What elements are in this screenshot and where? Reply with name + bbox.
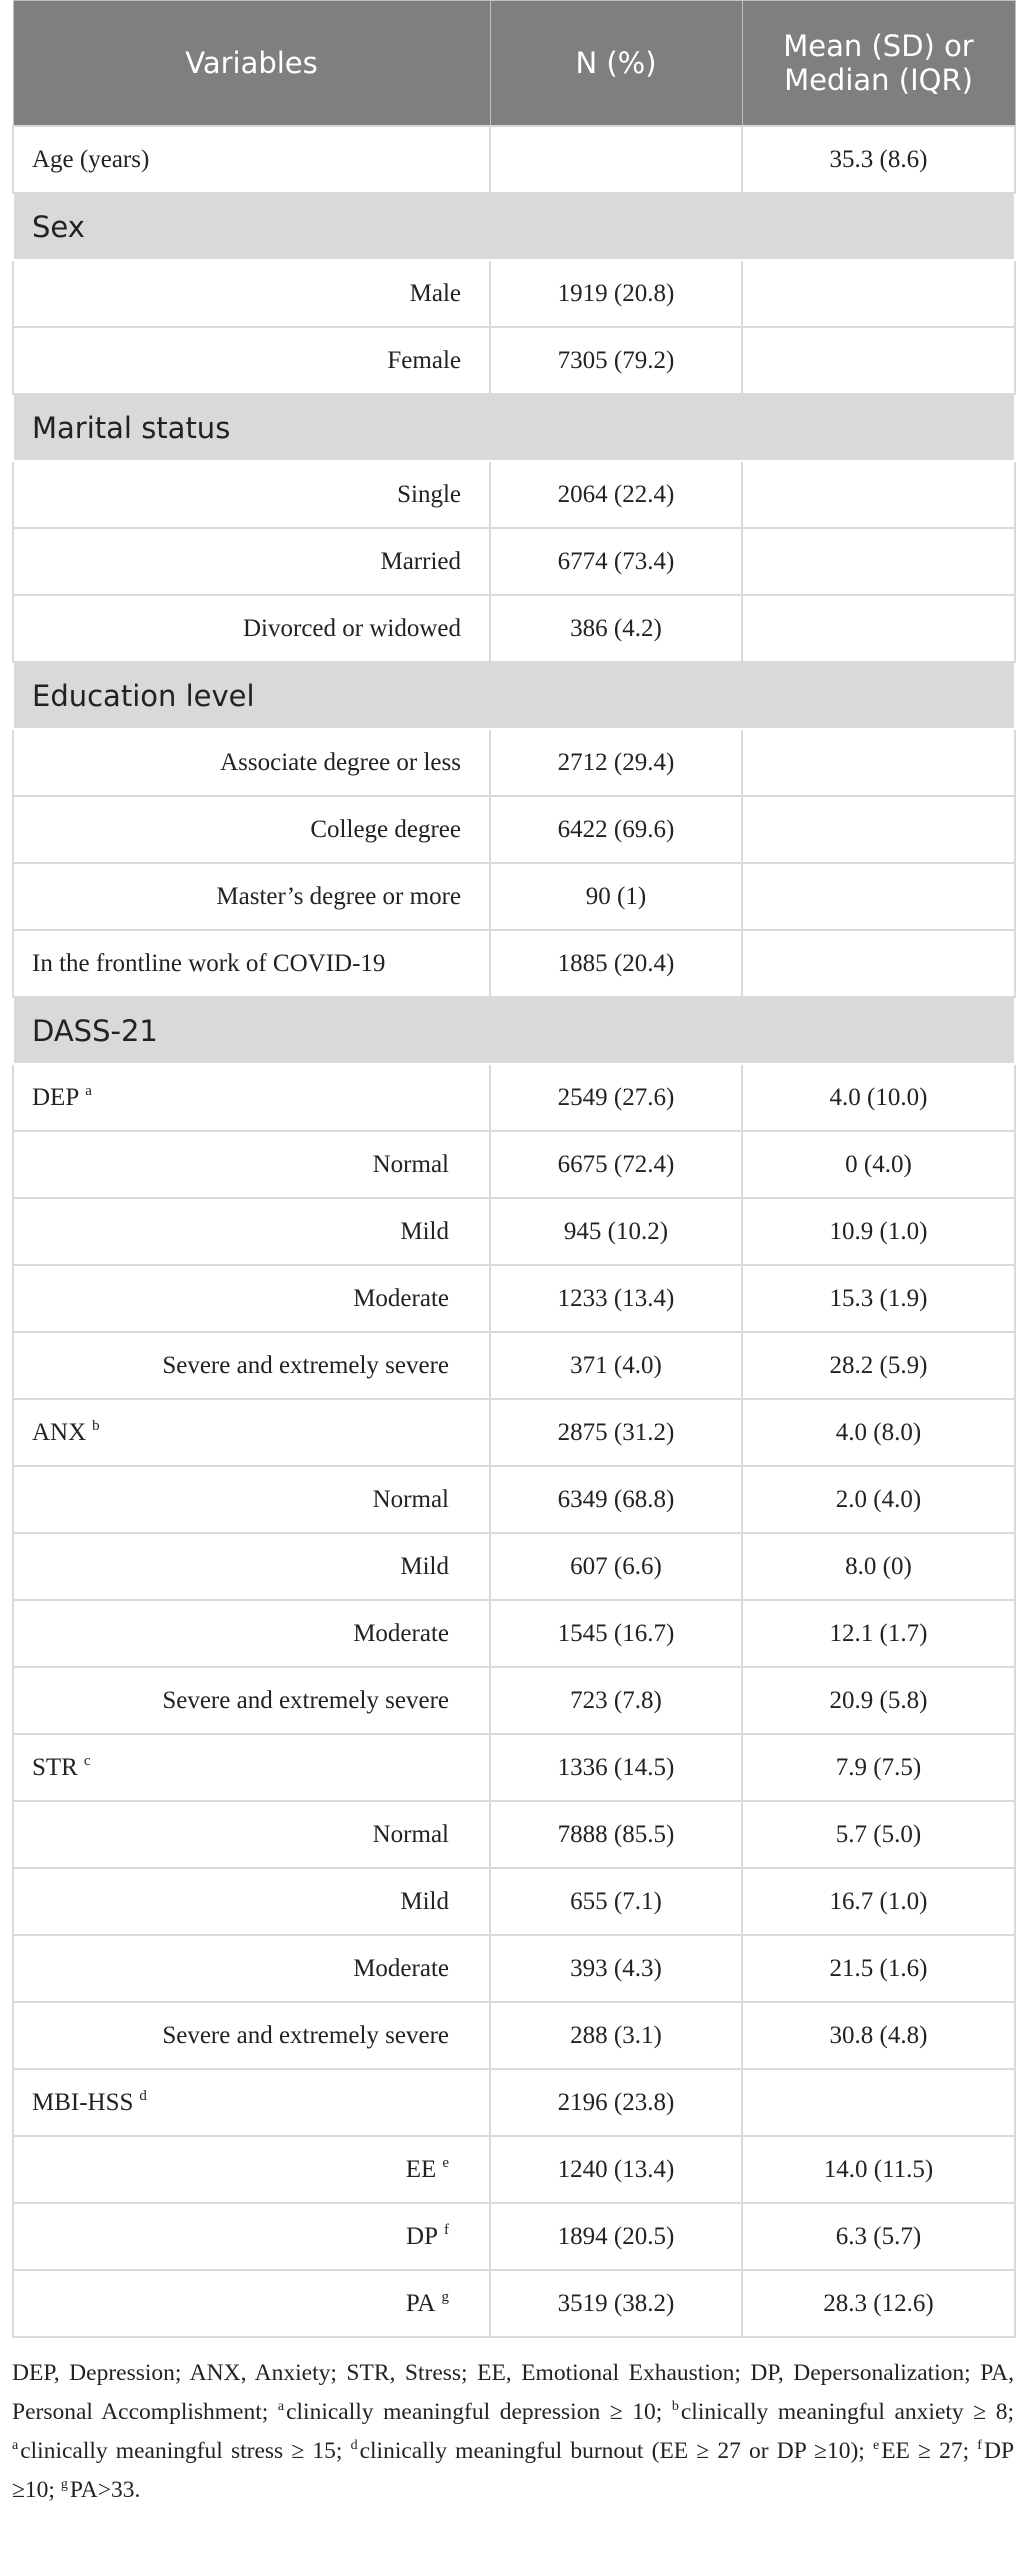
row-mean: 8.0 (0): [742, 1533, 1015, 1600]
table-row: [13, 126, 1015, 193]
header-variables: Variables: [13, 1, 490, 127]
table-row: [13, 930, 1015, 997]
row-mean: 28.3 (12.6): [742, 2270, 1015, 2337]
row-n: 288 (3.1): [490, 2002, 742, 2069]
table-row: [13, 461, 1015, 528]
section-row: [13, 997, 1015, 1064]
footnote-marker: c: [83, 1753, 91, 1770]
row-mean: 35.3 (8.6): [742, 126, 1015, 193]
row-label: Severe and extremely severe: [13, 1332, 490, 1399]
row-n: 90 (1): [490, 863, 742, 930]
row-label: [13, 1064, 490, 1131]
label-text: DP: [406, 2222, 438, 2250]
table-row: [13, 863, 1015, 930]
row-label: [13, 1399, 490, 1466]
table-row: [13, 1064, 1015, 1131]
footnote-marker: a: [12, 2438, 19, 2454]
row-label: Age (years): [13, 126, 490, 193]
row-mean: 0 (4.0): [742, 1131, 1015, 1198]
table-footnotes: [12, 2354, 1014, 2510]
row-label: Severe and extremely severe: [13, 1667, 490, 1734]
footnote-marker: e: [872, 2438, 880, 2454]
table-row: [13, 1734, 1015, 1801]
row-mean: 2.0 (4.0): [742, 1466, 1015, 1533]
table-row: [13, 1600, 1015, 1667]
table-row: [13, 2270, 1015, 2337]
table-row: [13, 1399, 1015, 1466]
row-n: 1336 (14.5): [490, 1734, 742, 1801]
row-mean: [742, 528, 1015, 595]
row-n: 2196 (23.8): [490, 2069, 742, 2136]
footnote-text: clinically meaningful burnout (EE ≥ 27 or DP ≥10);: [359, 2438, 865, 2464]
footnote-marker: a: [85, 1083, 92, 1100]
table-row: [13, 595, 1015, 662]
table-container: [12, 0, 1014, 2510]
row-mean: 6.3 (5.7): [742, 2203, 1015, 2270]
row-n: 371 (4.0): [490, 1332, 742, 1399]
row-label: Male: [13, 260, 490, 327]
row-mean: [742, 2069, 1015, 2136]
label-text: ANX: [32, 1418, 87, 1446]
row-n: 6774 (73.4): [490, 528, 742, 595]
table-row: [13, 260, 1015, 327]
row-mean: [742, 260, 1015, 327]
row-n: 2549 (27.6): [490, 1064, 742, 1131]
row-n: 2712 (29.4): [490, 729, 742, 796]
label-text: MBI-HSS: [32, 2088, 134, 2116]
row-n: 393 (4.3): [490, 1935, 742, 2002]
footnote-text: DEP, Depression; ANX, Anxiety; STR, Stress; EE, Emotional Exhaustion; DP, Depersonalization; PA, Personal Accomplishment;: [12, 2360, 1014, 2425]
row-n: 2064 (22.4): [490, 461, 742, 528]
section-title: Sex: [13, 193, 1015, 260]
table-row: [13, 1265, 1015, 1332]
row-label: Mild: [13, 1198, 490, 1265]
table-row: [13, 1935, 1015, 2002]
table-row: [13, 1466, 1015, 1533]
row-label: Severe and extremely severe: [13, 2002, 490, 2069]
footnote-text: DP ≥10;: [12, 2438, 1015, 2503]
table-row: [13, 1533, 1015, 1600]
section-title: Marital status: [13, 394, 1015, 461]
footnote-text: clinically meaningful depression ≥ 10;: [286, 2399, 663, 2425]
row-n: 7305 (79.2): [490, 327, 742, 394]
row-label: [13, 2203, 490, 2270]
footnote-marker: d: [139, 2088, 147, 2105]
row-mean: 16.7 (1.0): [742, 1868, 1015, 1935]
row-label: [13, 2136, 490, 2203]
row-label: College degree: [13, 796, 490, 863]
section-row: [13, 193, 1015, 260]
row-label: Mild: [13, 1533, 490, 1600]
row-label: Moderate: [13, 1265, 490, 1332]
row-mean: [742, 595, 1015, 662]
row-n: [490, 126, 742, 193]
table-row: [13, 1131, 1015, 1198]
row-mean: 14.0 (11.5): [742, 2136, 1015, 2203]
section-title: Education level: [13, 662, 1015, 729]
row-n: 1233 (13.4): [490, 1265, 742, 1332]
table-row: [13, 2203, 1015, 2270]
row-n: 1240 (13.4): [490, 2136, 742, 2203]
footnote-text: PA>33.: [69, 2477, 141, 2503]
row-mean: 20.9 (5.8): [742, 1667, 1015, 1734]
header-mean-sd: Mean (SD) or Median (IQR): [742, 1, 1015, 127]
footnote-text: clinically meaningful stress ≥ 15;: [20, 2438, 343, 2464]
row-label: Divorced or widowed: [13, 595, 490, 662]
footnote-marker: b: [671, 2399, 679, 2415]
row-n: 6675 (72.4): [490, 1131, 742, 1198]
demographics-table: [12, 0, 1016, 2338]
footnote-marker: d: [350, 2438, 358, 2454]
footnote-marker: f: [977, 2438, 982, 2454]
row-mean: 7.9 (7.5): [742, 1734, 1015, 1801]
row-mean: [742, 461, 1015, 528]
table-row: [13, 1868, 1015, 1935]
label-text: DEP: [32, 1083, 80, 1111]
row-n: 723 (7.8): [490, 1667, 742, 1734]
row-label: In the frontline work of COVID-19: [13, 930, 490, 997]
row-mean: [742, 327, 1015, 394]
table-row: [13, 1332, 1015, 1399]
label-text: EE: [405, 2155, 437, 2183]
row-label: Normal: [13, 1131, 490, 1198]
row-label: Female: [13, 327, 490, 394]
row-n: 6422 (69.6): [490, 796, 742, 863]
row-n: 386 (4.2): [490, 595, 742, 662]
row-label: Normal: [13, 1801, 490, 1868]
row-label: [13, 1734, 490, 1801]
header-n-percent: N (%): [490, 1, 742, 127]
row-label: [13, 2069, 490, 2136]
row-n: 3519 (38.2): [490, 2270, 742, 2337]
row-label: Mild: [13, 1868, 490, 1935]
footnote-text: clinically meaningful anxiety ≥ 8;: [680, 2399, 1014, 2425]
row-label: Moderate: [13, 1600, 490, 1667]
row-n: 607 (6.6): [490, 1533, 742, 1600]
table-row: [13, 1801, 1015, 1868]
row-label: [13, 2270, 490, 2337]
footnote-marker: e: [442, 2155, 449, 2172]
table-row: [13, 1667, 1015, 1734]
footnote-marker: g: [441, 2289, 449, 2306]
row-n: 655 (7.1): [490, 1868, 742, 1935]
section-row: [13, 394, 1015, 461]
table-row: [13, 528, 1015, 595]
row-mean: 21.5 (1.6): [742, 1935, 1015, 2002]
row-n: 6349 (68.8): [490, 1466, 742, 1533]
section-row: [13, 662, 1015, 729]
footnote-marker: f: [444, 2222, 449, 2239]
footnote-marker: a: [277, 2399, 285, 2415]
row-mean: [742, 729, 1015, 796]
section-title: DASS-21: [13, 997, 1015, 1064]
row-mean: 30.8 (4.8): [742, 2002, 1015, 2069]
row-n: 1894 (20.5): [490, 2203, 742, 2270]
row-label: Associate degree or less: [13, 729, 490, 796]
footnote-marker: g: [60, 2477, 68, 2493]
row-n: 7888 (85.5): [490, 1801, 742, 1868]
row-n: 1885 (20.4): [490, 930, 742, 997]
row-label: Normal: [13, 1466, 490, 1533]
row-mean: 4.0 (10.0): [742, 1064, 1015, 1131]
footnote-marker: b: [92, 1418, 100, 1435]
row-mean: 5.7 (5.0): [742, 1801, 1015, 1868]
row-n: 945 (10.2): [490, 1198, 742, 1265]
row-mean: [742, 796, 1015, 863]
row-mean: 28.2 (5.9): [742, 1332, 1015, 1399]
row-mean: 12.1 (1.7): [742, 1600, 1015, 1667]
table-row: [13, 1198, 1015, 1265]
row-n: 1919 (20.8): [490, 260, 742, 327]
row-mean: [742, 930, 1015, 997]
table-row: [13, 2136, 1015, 2203]
label-text: PA: [405, 2289, 436, 2317]
label-text: STR: [32, 1753, 78, 1781]
row-mean: [742, 863, 1015, 930]
row-n: 2875 (31.2): [490, 1399, 742, 1466]
row-mean: 10.9 (1.0): [742, 1198, 1015, 1265]
header-row: [13, 1, 1015, 127]
row-n: 1545 (16.7): [490, 1600, 742, 1667]
row-mean: 15.3 (1.9): [742, 1265, 1015, 1332]
row-mean: 4.0 (8.0): [742, 1399, 1015, 1466]
table-row: [13, 327, 1015, 394]
table-row: [13, 729, 1015, 796]
footnote-text: EE ≥ 27;: [881, 2438, 970, 2464]
table-row: [13, 2002, 1015, 2069]
row-label: Moderate: [13, 1935, 490, 2002]
row-label: Master’s degree or more: [13, 863, 490, 930]
row-label: Married: [13, 528, 490, 595]
table-row: [13, 796, 1015, 863]
row-label: Single: [13, 461, 490, 528]
table-row: [13, 2069, 1015, 2136]
